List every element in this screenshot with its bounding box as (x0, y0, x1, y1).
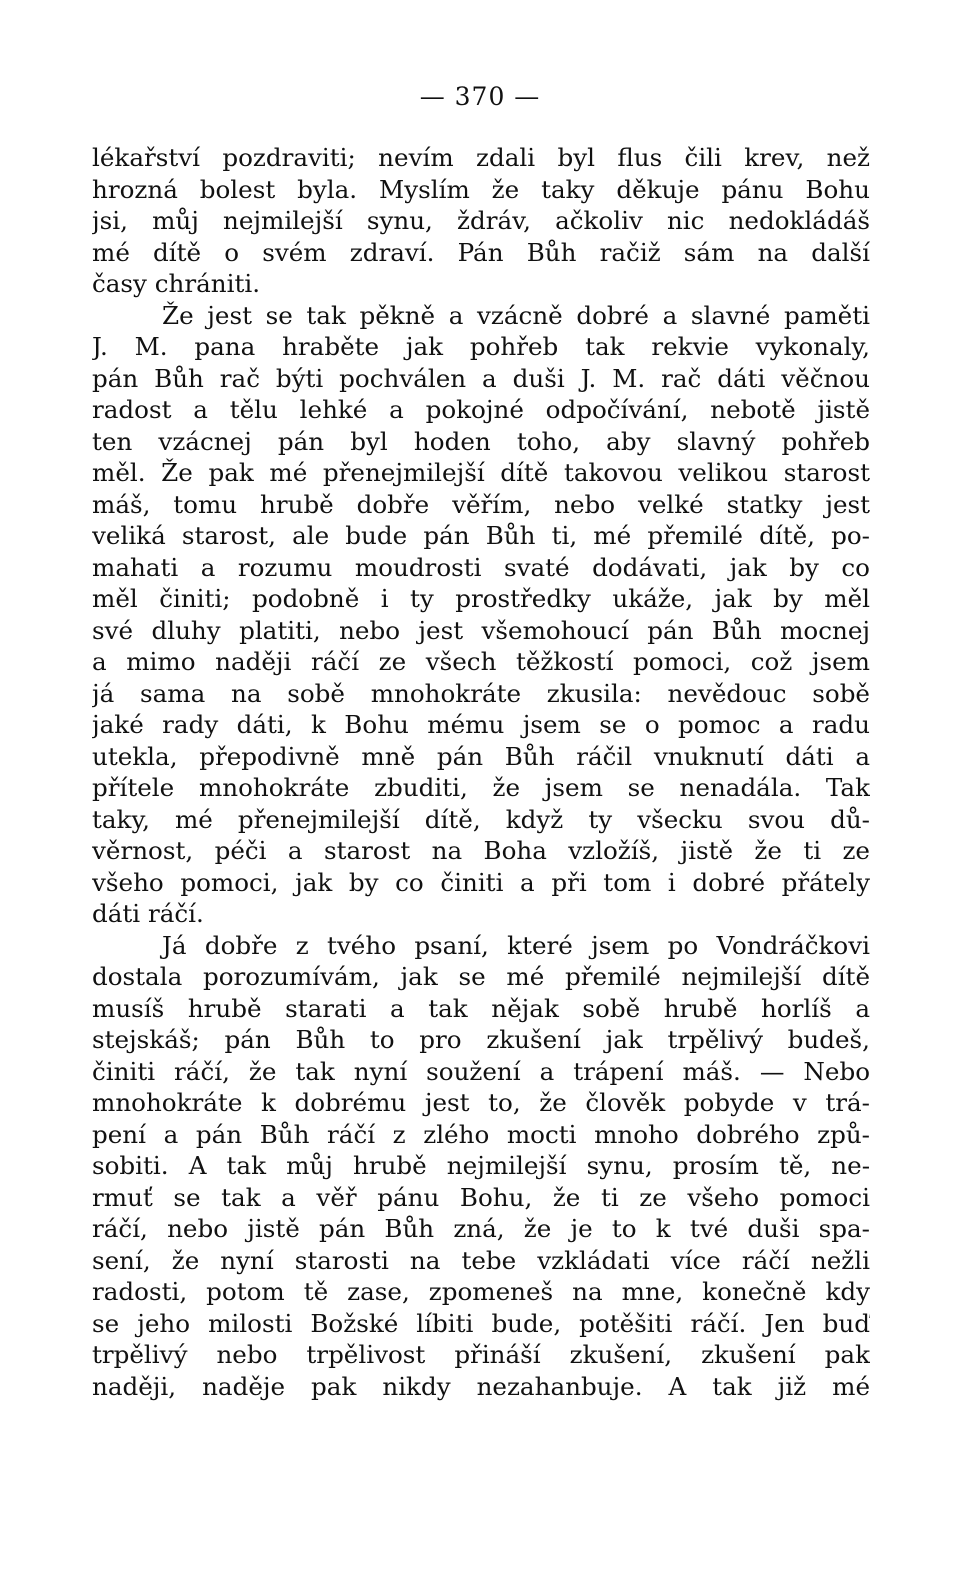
text-line: časy chrániti. (92, 269, 261, 298)
text-line: jaké rady dáti, k Bohu mému jsem se o pomoc a radu (92, 710, 870, 739)
text-line: věrnost, péči a starost na Boha vzložíš, jistě že ti ze (92, 836, 870, 865)
body-text (92, 142, 870, 1402)
text-line: máš, tomu hrubě dobře věřím, nebo velké statky jest (92, 489, 870, 519)
text-line: J. M. pana hraběte jak pohřeb tak rekvie vykonaly, (92, 332, 870, 361)
text-line: veliká starost, ale bude pán Bůh ti, mé přemilé dítě, po- (92, 521, 870, 550)
text-line: všeho pomoci, jak by co činiti a při tom i dobré přátely (92, 867, 870, 897)
text-line: lékařství pozdraviti; nevím zdali byl flus čili krev, než (92, 143, 870, 172)
text-line: trpělivý nebo trpělivost přináší zkušení, zkušení pak (92, 1340, 870, 1369)
text-line: pán Bůh rač býti pochválen a duši J. M. rač dáti věčnou (92, 363, 870, 393)
text-line: radosti, potom tě zase, zpomeneš na mne, konečně kdy (92, 1277, 870, 1306)
text-line: mé dítě o svém zdraví. Pán Bůh račiž sám na další (92, 237, 870, 267)
text-line: taky, mé přenejmilejší dítě, když ty všecku svou dů- (92, 804, 870, 834)
text-line: radost a tělu lehké a pokojné odpočívání, nebotě jistě (92, 395, 870, 424)
text-line: Že jest se tak pěkně a vzácně dobré a slavné paměti (162, 300, 870, 330)
text-line: se jeho milosti Božské líbiti bude, potěšiti ráčí. Jen buď (92, 1308, 870, 1338)
text-line: naději, naděje pak nikdy nezahanbuje. A tak již mé (92, 1371, 870, 1401)
text-line: mnohokráte k dobrému jest to, že člověk pobyde v trá- (92, 1088, 870, 1117)
text-line: mahati a rozumu moudrosti svaté dodávati, jak by co (92, 552, 870, 582)
text-line: pení a pán Bůh ráčí z zlého mocti mnoho dobrého způ- (92, 1119, 870, 1149)
text-line: sobiti. A tak můj hrubě nejmilejší synu, prosím tě, ne- (92, 1151, 870, 1180)
text-line: a mimo naději ráčí ze všech těžkostí pomoci, což jsem (92, 647, 870, 676)
text-line: rmuť se tak a věř pánu Bohu, že ti ze všeho pomoci (92, 1182, 870, 1212)
text-line: jsi, můj nejmilejší synu, ždráv, ačkoliv nic nedokládáš (92, 206, 870, 235)
text-line: dostala porozumívám, jak se mé přemilé nejmilejší dítě (92, 962, 870, 991)
text-line: přítele mnohokráte zbuditi, že jsem se nenadála. Tak (92, 773, 870, 802)
text-line: měl činiti; podobně i ty prostředky ukáže, jak by měl (92, 584, 870, 613)
text-line: ráčí, nebo jistě pán Bůh zná, že je to k tvé duši spa- (92, 1214, 870, 1243)
text-line: ten vzácnej pán byl hoden toho, aby slavný pohřeb (92, 426, 870, 456)
text-line: dáti ráčí. (92, 899, 204, 928)
text-line: utekla, přepodivně mně pán Bůh ráčil vnuknutí dáti a (92, 741, 870, 771)
text-line: sení, že nyní starosti na tebe vzkládati více ráčí nežli (92, 1245, 870, 1275)
text-line: stejskáš; pán Bůh to pro zkušení jak trpělivý budeš, (92, 1025, 870, 1054)
page-number: — 370 — (419, 82, 541, 111)
text-line: musíš hrubě starati a tak nějak sobě hrubě horlíš a (92, 993, 870, 1023)
text-line: hrozná bolest byla. Myslím že taky děkuje pánu Bohu (92, 174, 870, 204)
text-line: své dluhy platiti, nebo jest všemohoucí pán Bůh mocnej (92, 615, 870, 645)
text-line: Já dobře z tvého psaní, které jsem po Vondráčkovi (162, 930, 870, 960)
text-line: já sama na sobě mnohokráte zkusila: nevědouc sobě (92, 678, 870, 708)
text-line: měl. Že pak mé přenejmilejší dítě takovou velikou starost (92, 458, 870, 487)
text-line: činiti ráčí, že tak nyní soužení a trápení máš. — Nebo (92, 1056, 870, 1086)
